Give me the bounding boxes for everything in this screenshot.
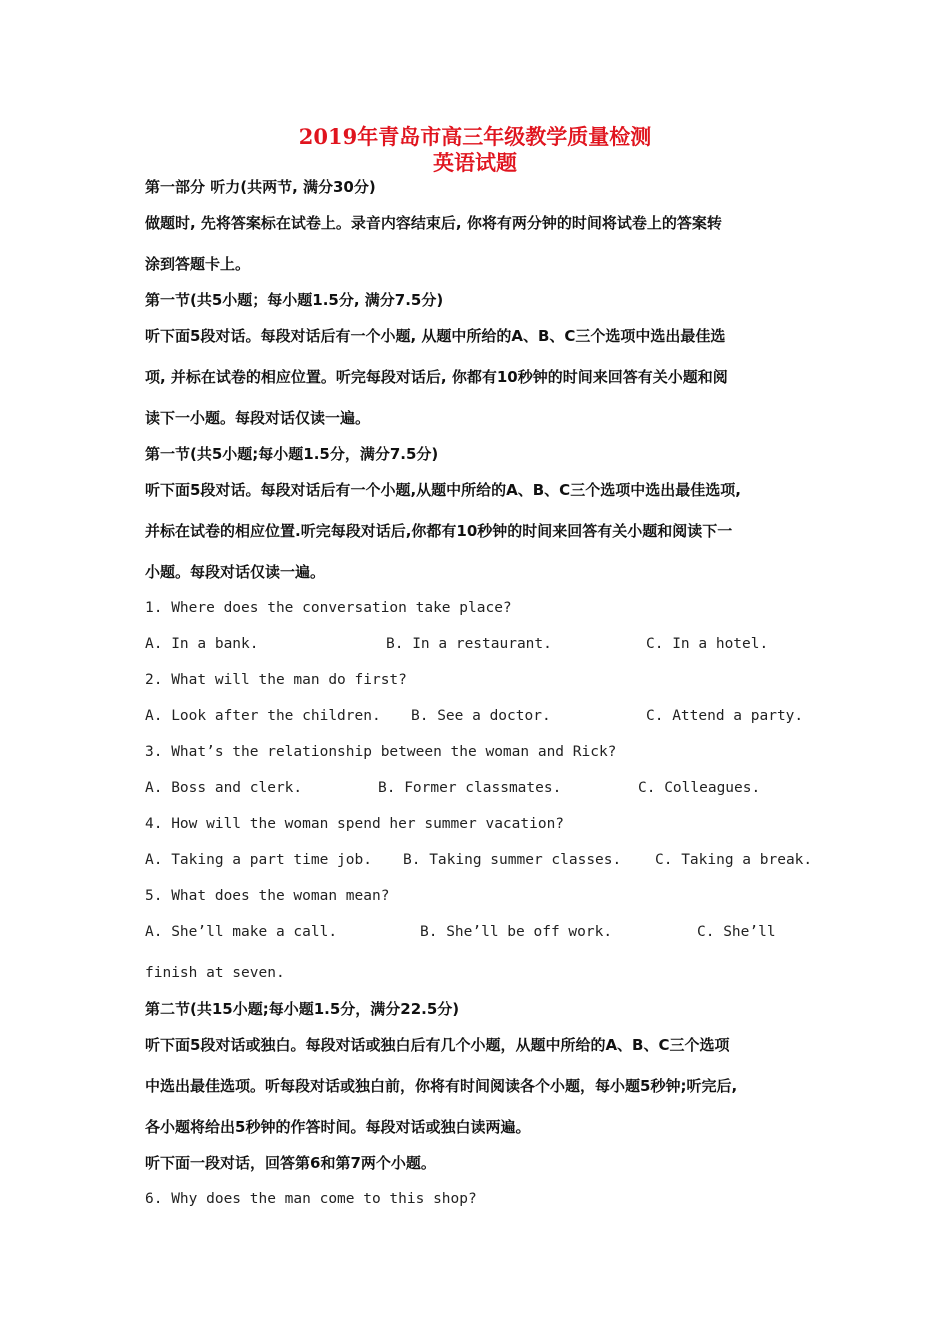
question-4-option-a: A. Taking a part time job.: [145, 852, 372, 868]
question-4-option-c: C. Taking a break.: [655, 852, 813, 868]
question-1-option-a: A. In a bank.: [145, 636, 259, 652]
question-4-option-b: B. Taking summer classes.: [403, 852, 622, 868]
section2-instruction: 听下面一段对话，回答第6和第7两个小题。: [145, 1154, 436, 1172]
question-5-option-b: B. She’ll be off work.: [420, 924, 613, 940]
section2-line-2: 中选出最佳选项。听每段对话或独白前，你将有时间阅读各个小题，每小题5秒钟;听完后,: [145, 1077, 738, 1095]
question-3-option-c: C. Colleagues.: [638, 780, 761, 796]
question-1-option-b: B. In a restaurant.: [386, 636, 552, 652]
section2-line-1: 听下面5段对话或独白。每段对话或独白后有几个小题，从题中所给的A、B、C三个选项: [145, 1036, 730, 1054]
exam-subtitle: 英语试题: [433, 150, 517, 175]
question-2-option-b: B. See a doctor.: [411, 708, 551, 724]
question-3-option-a: A. Boss and clerk.: [145, 780, 303, 796]
part1-intro-line-2: 涂到答题卡上。: [145, 255, 251, 273]
question-1-option-c: C. In a hotel.: [646, 636, 769, 652]
question-2-option-c: C. Attend a party.: [646, 708, 804, 724]
section1b-line-2: 并标在试卷的相应位置.听完每段对话后,你都有10秒钟的时间来回答有关小题和阅读下一: [145, 522, 733, 540]
question-6: 6. Why does the man come to this shop?: [145, 1191, 477, 1207]
question-1: 1. Where does the conversation take place?: [145, 600, 512, 616]
question-4: 4. How will the woman spend her summer vacation?: [145, 816, 565, 832]
section2-heading: 第二节(共15小题;每小题1.5分，满分22.5分): [145, 1000, 460, 1018]
part1-heading: 第一部分 听力(共两节, 满分30分): [145, 178, 376, 196]
question-3: 3. What’s the relationship between the woman and Rick?: [145, 744, 617, 760]
section1b-line-3: 小题。每段对话仅读一遍。: [145, 563, 326, 581]
section1a-line-1: 听下面5段对话。每段对话后有一个小题, 从题中所给的A、B、C三个选项中选出最佳选: [145, 327, 726, 345]
question-5-option-c: C. She’ll: [697, 924, 776, 940]
section1a-line-3: 读下一小题。每段对话仅读一遍。: [145, 409, 371, 427]
question-2-option-a: A. Look after the children.: [145, 708, 381, 724]
question-2: 2. What will the man do first?: [145, 672, 407, 688]
question-5: 5. What does the woman mean?: [145, 888, 390, 904]
question-3-option-b: B. Former classmates.: [378, 780, 562, 796]
section1b-heading: 第一节(共5小题;每小题1.5分，满分7.5分): [145, 445, 439, 463]
section1a-line-2: 项, 并标在试卷的相应位置。听完每段对话后, 你都有10秒钟的时间来回答有关小题和阅: [145, 368, 728, 386]
section1b-line-1: 听下面5段对话。每段对话后有一个小题,从题中所给的A、B、C三个选项中选出最佳选项,: [145, 481, 741, 499]
part1-intro-line-1: 做题时, 先将答案标在试卷上。录音内容结束后, 你将有两分钟的时间将试卷上的答案转: [145, 214, 722, 232]
section1a-heading: 第一节(共5小题；每小题1.5分, 满分7.5分): [145, 291, 444, 309]
question-5-option-a: A. She’ll make a call.: [145, 924, 338, 940]
question-5-option-c-continued: finish at seven.: [145, 965, 285, 981]
exam-title: 2019年青岛市高三年级教学质量检测: [298, 124, 652, 149]
section2-line-3: 各小题将给出5秒钟的作答时间。每段对话或独白读两遍。: [145, 1118, 531, 1136]
